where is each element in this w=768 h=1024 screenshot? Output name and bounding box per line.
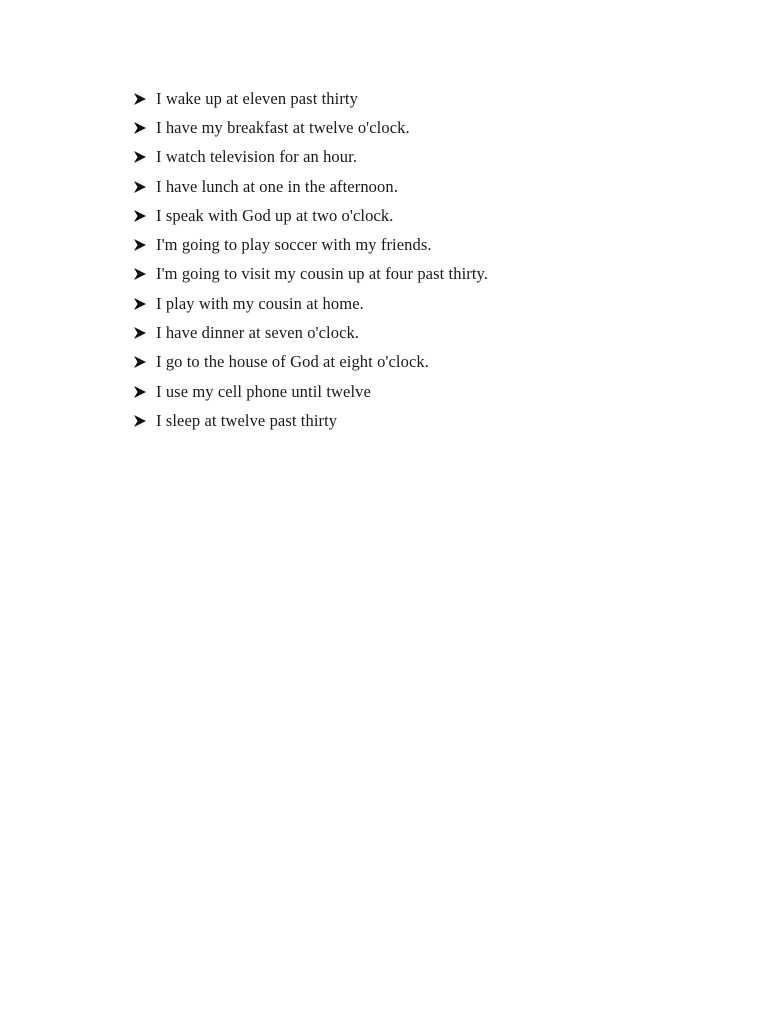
- arrowhead-bullet-icon: [133, 150, 147, 164]
- arrowhead-bullet-icon: [133, 414, 147, 428]
- arrowhead-bullet-icon: [133, 326, 147, 340]
- list-item: [133, 172, 488, 201]
- arrowhead-bullet-icon: [133, 209, 147, 223]
- list-item-text: I wake up at eleven past thirty: [156, 88, 358, 108]
- arrowhead-bullet-icon: [133, 267, 147, 281]
- list-item: [133, 406, 488, 435]
- list-item: [133, 289, 488, 318]
- list-item-text: I watch television for an hour.: [156, 147, 358, 167]
- bullet-list: [133, 84, 488, 436]
- list-item-text: I'm going to visit my cousin up at four past thirty.: [156, 264, 489, 284]
- arrowhead-bullet-icon: [133, 355, 147, 369]
- arrowhead-bullet-icon: [133, 238, 147, 252]
- arrowhead-bullet-icon: [133, 92, 147, 106]
- list-item-text: I sleep at twelve past thirty: [156, 410, 338, 430]
- list-item: [133, 230, 488, 259]
- list-item: [133, 84, 488, 113]
- list-item: [133, 143, 488, 172]
- list-item: [133, 113, 488, 142]
- list-item-text: I have my breakfast at twelve o'clock.: [156, 117, 410, 137]
- list-item-text: I speak with God up at two o'clock.: [156, 205, 394, 225]
- list-item: [133, 348, 488, 377]
- list-item-text: I go to the house of God at eight o'clock.: [156, 352, 429, 372]
- list-item-text: I use my cell phone until twelve: [156, 381, 371, 401]
- list-item: [133, 377, 488, 406]
- list-item-text: I have lunch at one in the afternoon.: [156, 176, 398, 196]
- list-item: [133, 260, 488, 289]
- arrowhead-bullet-icon: [133, 180, 147, 194]
- arrowhead-bullet-icon: [133, 297, 147, 311]
- list-item-text: I play with my cousin at home.: [156, 293, 364, 313]
- arrowhead-bullet-icon: [133, 385, 147, 399]
- list-item: [133, 318, 488, 347]
- list-item-text: I have dinner at seven o'clock.: [156, 323, 360, 343]
- list-item-text: I'm going to play soccer with my friends.: [156, 235, 432, 255]
- list-item: [133, 201, 488, 230]
- arrowhead-bullet-icon: [133, 121, 147, 135]
